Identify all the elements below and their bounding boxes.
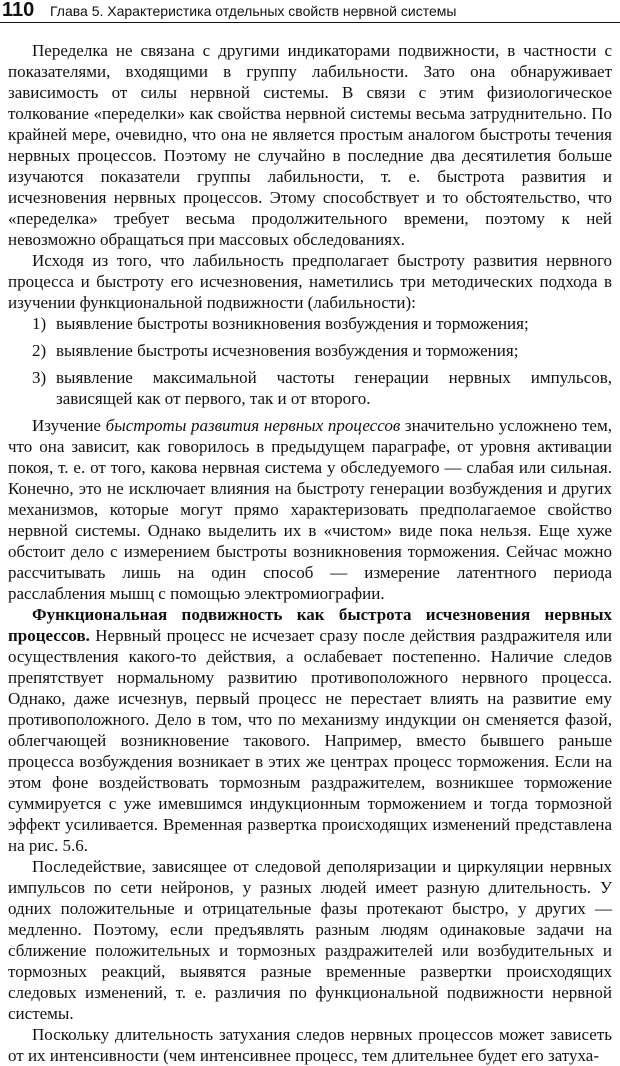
paragraph-4-rest: Нервный процесс не исчезает сразу после действия раздражителя или осуществления какого-то действия, а ослабевает постепенно. Наличие следов препятствует нормальному развитию противоположного нервного процесса. Однако, даже исчезнув, первый процесс не перестает влиять на развитие ему противоположного. Дело в том, что по механизму индукции он сменяется фазой, облегчающей возникновение такового. Например, вместо бывшего раньше процесса возбуждения возникает в этих же центрах процесс торможения. Если на этом фоне воздействовать тормозным раздражителем, возникшее торможение суммируется с уже имевшимся индукционным торможением и тогда тормозной эффект усиливается. Временная развертка происходящих изменений представлена на рис. 5.6.	[8, 626, 612, 855]
approaches-list	[8, 313, 612, 409]
list-item-text: выявление максимальной частоты генерации нервных импульсов, зависящей как от первого, так и от второго.	[56, 368, 612, 408]
page-number: 110	[2, 0, 35, 21]
paragraph-4	[8, 604, 612, 856]
paragraph-5: Последействие, зависящее от следовой деполяризации и циркуляции нервных импульсов по сети нейронов, у разных людей имеет разную длительность. У одних положительные и отрицательные фазы протекают быстро, у других — медленно. Поэтому, если предъявлять разным людям одинаковые задачи на сближение положительных и тормозных раздражителей или возбудительных и тормозных реакций, выявятся разные временные развертки происходящих следовых изменений, т. е. различия по функциональной подвижности нервной системы.	[8, 857, 612, 1023]
paragraph-2: Исходя из того, что лабильность предполагает быстроту развития нервного процесса и быстроту его исчезновения, наметились три методических подхода в изучении функциональной подвижности (лабильности):	[8, 251, 612, 312]
running-head: Глава 5. Характеристика отдельных свойств нервной системы	[50, 3, 457, 19]
paragraph-3-rest: значительно усложнено тем, что она зависит, как говорилось в предыдущем параграфе, от уровня активации покоя, т. е. от того, какова нервная система у обследуемого — слабая или сильная. Конечно, это не исключает влияния на быстроту генерации возбуждения и других механизмов, которые могут прямо характеризовать предполагаемое свойство нервной системы. Однако выделить их в «чистом» виде пока нельзя. Еще хуже обстоит дело с измерением быстроты возникновения торможения. Сейчас можно рассчитывать лишь на один способ — измерение латентного периода расслабления мышц с помощью электромиографии.	[8, 416, 612, 603]
list-item	[8, 340, 612, 361]
list-item	[8, 313, 612, 334]
paragraph-3	[8, 415, 612, 604]
paragraph-6: Поскольку длительность затухания следов нервных процессов может зависеть от их интенсивности (чем интенсивнее процесс, тем длительнее будет его затуха-	[8, 1025, 612, 1065]
page-body	[8, 40, 612, 1066]
list-item-number: 2)	[32, 341, 47, 360]
section-run-in-heading: Функциональная подвижность как быстрота исчезновения нервных процессов.	[8, 605, 612, 645]
page-header	[0, 0, 620, 23]
paragraph-1: Переделка не связана с другими индикаторами подвижности, в частности с показателями, входящими в группу лабильности. Зато она обнаруживает зависимость от силы нервной системы. В связи с этим физиологическое толкование «переделки» как свойства нервной системы весьма затруднительно. По крайней мере, очевидно, что она не является простым аналогом быстроты течения нервных процессов. Поэтому не случайно в последние два десятилетия больше изучаются показатели группы лабильности, т. е. быстрота развития и исчезновения нервных процессов. Этому способствует и то обстоятельство, что «переделка» требует весьма продолжительного времени, поэтому к ней невозможно обращаться при массовых обследованиях.	[8, 41, 612, 249]
paragraph-3-italic: быстроты развития нервных процессов	[105, 416, 401, 435]
paragraph-3-lead: Изучение	[32, 416, 106, 435]
list-item-text: выявление быстроты возникновения возбуждения и торможения;	[56, 314, 529, 333]
list-item-number: 3)	[32, 368, 47, 387]
list-item	[8, 367, 612, 409]
list-item-number: 1)	[32, 314, 47, 333]
list-item-text: выявление быстроты исчезновения возбуждения и торможения;	[56, 341, 519, 360]
